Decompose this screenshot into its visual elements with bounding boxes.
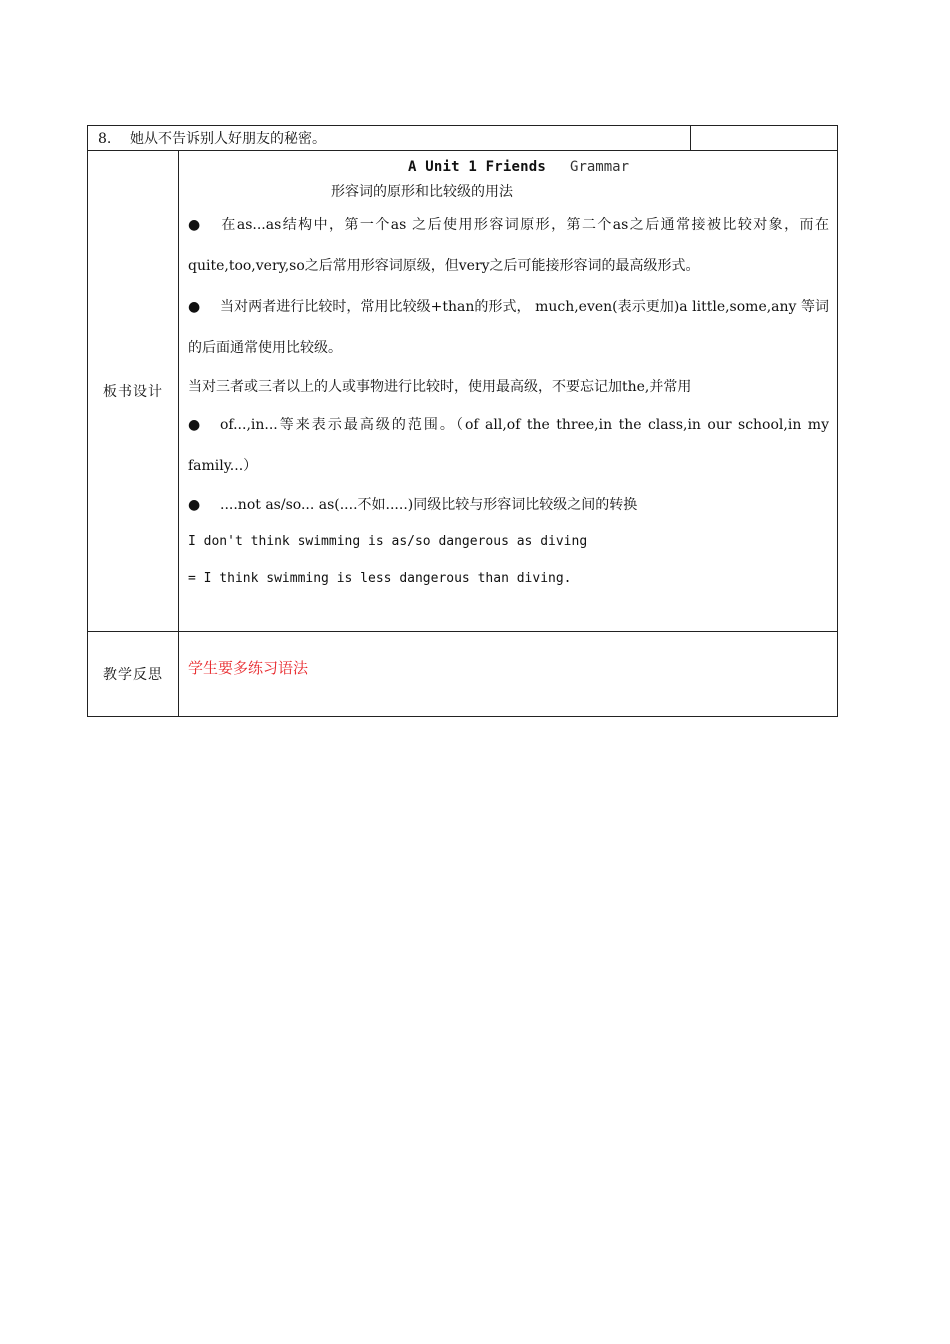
example-sentence-1: I don't think swimming is as/so dangerous as diving [188, 534, 588, 549]
question-cell [88, 126, 691, 151]
answer-cell [691, 126, 838, 151]
paragraph-4-text: of...,in...等来表示最高级的范围。（of all,of the three,in the class,in our school,in my family...） [188, 417, 829, 474]
example-sentence-2: = I think swimming is less dangerous than diving. [188, 571, 572, 586]
paragraph-5-text: ....not as/so... as(....不如.....)同级比较与形容词比较级之间的转换 [220, 497, 638, 513]
paragraph-1-text: 在as...as结构中，第一个as 之后使用形容词原形，第二个as之后通常接被比较对象，而在quite,too,very,so之后常用形容词原级，但very之后可能接形容词的最高级形式。 [188, 217, 829, 274]
board-title [188, 155, 829, 179]
board-title-sub: Grammar [570, 159, 630, 175]
bullet-icon: ● [188, 299, 201, 315]
board-paragraph-1 [188, 205, 829, 287]
board-paragraph-3: 当对三者或三者以上的人或事物进行比较时，使用最高级，不要忘记加the,并常用 [188, 379, 692, 395]
reflection-row [88, 632, 838, 717]
board-design-label: 板书设计 [88, 151, 179, 632]
reflection-label: 教学反思 [88, 632, 179, 717]
board-paragraph-5 [188, 487, 829, 523]
lesson-plan-table [87, 125, 838, 717]
question-number: 8. [98, 131, 112, 147]
reflection-text: 学生要多练习语法 [179, 632, 838, 717]
board-paragraph-4 [188, 405, 829, 487]
board-title-main: A Unit 1 Friends [407, 159, 547, 175]
bullet-icon: ● [188, 497, 201, 513]
paragraph-2-text: 当对两者进行比较时，常用比较级+than的形式， much,even(表示更加)a little,some,any 等词的后面通常使用比较级。 [188, 299, 829, 356]
board-design-content [179, 151, 838, 632]
bullet-icon: ● [188, 417, 201, 433]
board-design-row [88, 151, 838, 632]
board-subtitle: 形容词的原形和比较级的用法 [331, 184, 513, 200]
question-row [88, 126, 838, 151]
bullet-icon: ● [188, 217, 201, 233]
board-paragraph-2 [188, 287, 829, 369]
question-text: 她从不告诉别人好朋友的秘密。 [130, 131, 326, 147]
